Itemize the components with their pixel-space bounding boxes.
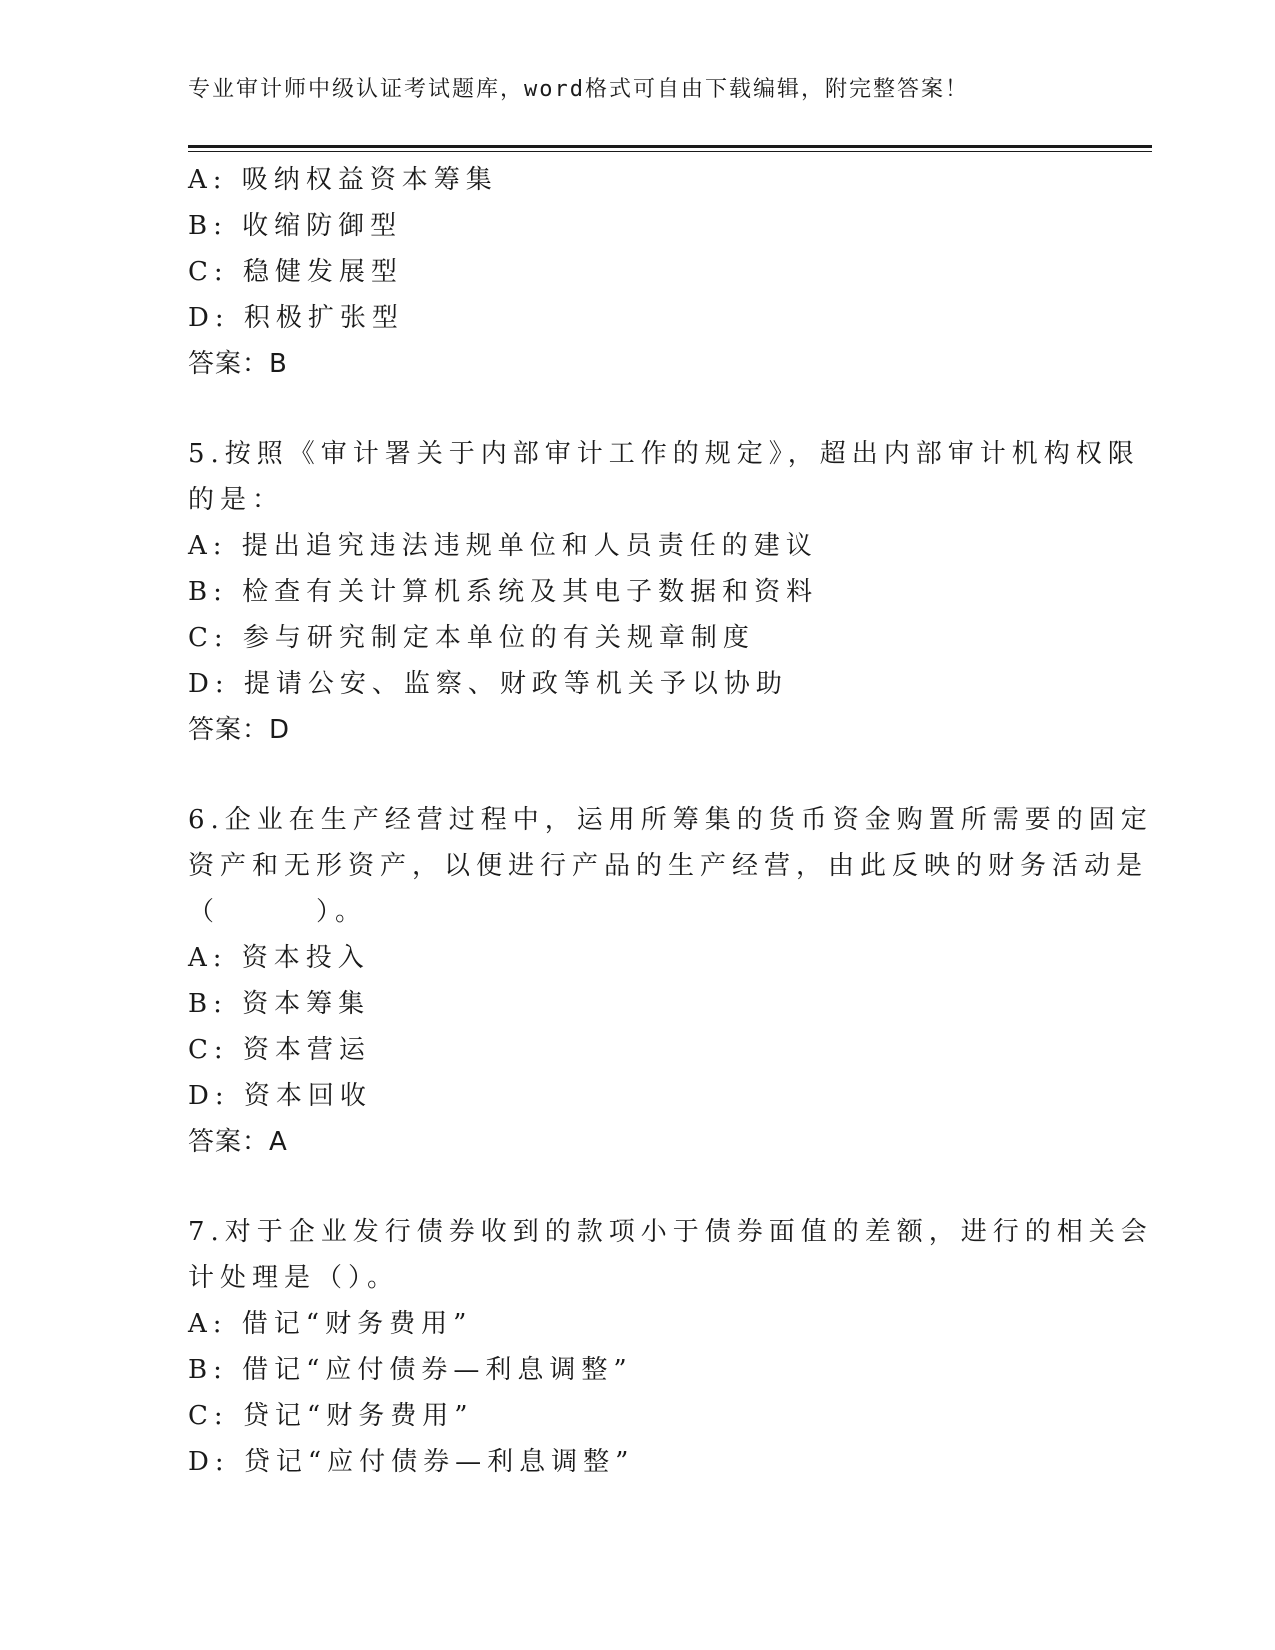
option-d: D: 贷记“应付债券—利息调整” [188,1447,635,1477]
question-stem: 6.企业在生产经营过程中，运用所筹集的货币资金购置所需要的固定 [188,805,1153,835]
option-c: C: 参与研究制定本单位的有关规章制度 [188,623,755,653]
answer: 答案：D [188,715,291,745]
header-rule-thick [188,145,1152,148]
option-b: B: 资本筹集 [188,989,371,1019]
question-stem: 的是： [188,485,285,515]
question-stem: 5.按照《审计署关于内部审计工作的规定》，超出内部审计机构权限 [188,439,1140,469]
spacer [188,753,1088,797]
option-b: B: 检查有关计算机系统及其电子数据和资料 [188,577,819,607]
page-header: 专业审计师中级认证考试题库，word格式可自由下载编辑，附完整答案！ [188,77,969,102]
header-rule-thin [188,151,1152,152]
option-c: C: 资本营运 [188,1035,371,1065]
question-stem: 资产和无形资产，以便进行产品的生产经营，由此反映的财务活动是 [188,851,1149,881]
answer: 答案：A [188,1127,288,1157]
question-stem: 计处理是（）。 [188,1263,400,1293]
option-d: D: 提请公安、监察、财政等机关予以协助 [188,669,788,699]
option-d: D: 积极扩张型 [188,303,404,333]
option-c: C: 稳健发展型 [188,257,403,287]
question-stem: 7.对于企业发行债券收到的款项小于债券面值的差额，进行的相关会 [188,1217,1153,1247]
question-stem: （ ）。 [188,897,368,927]
question-7 [188,1209,1153,1485]
option-b: B: 借记“应付债券—利息调整” [188,1355,633,1385]
option-d: D: 资本回收 [188,1081,372,1111]
option-a: A: 资本投入 [188,943,370,973]
question-4 [188,157,1088,387]
spacer [188,1165,1088,1209]
option-a: A: 吸纳权益资本筹集 [188,165,498,195]
option-b: B: 收缩防御型 [188,211,403,241]
option-c: C: 贷记“财务费用” [188,1401,474,1431]
option-a: A: 提出追究违法违规单位和人员责任的建议 [188,531,818,561]
spacer [188,387,1088,431]
option-a: A: 借记“财务费用” [188,1309,473,1339]
answer: 答案：B [188,349,288,379]
question-5 [188,431,1140,753]
question-content [188,157,1153,1485]
question-6 [188,797,1153,1165]
